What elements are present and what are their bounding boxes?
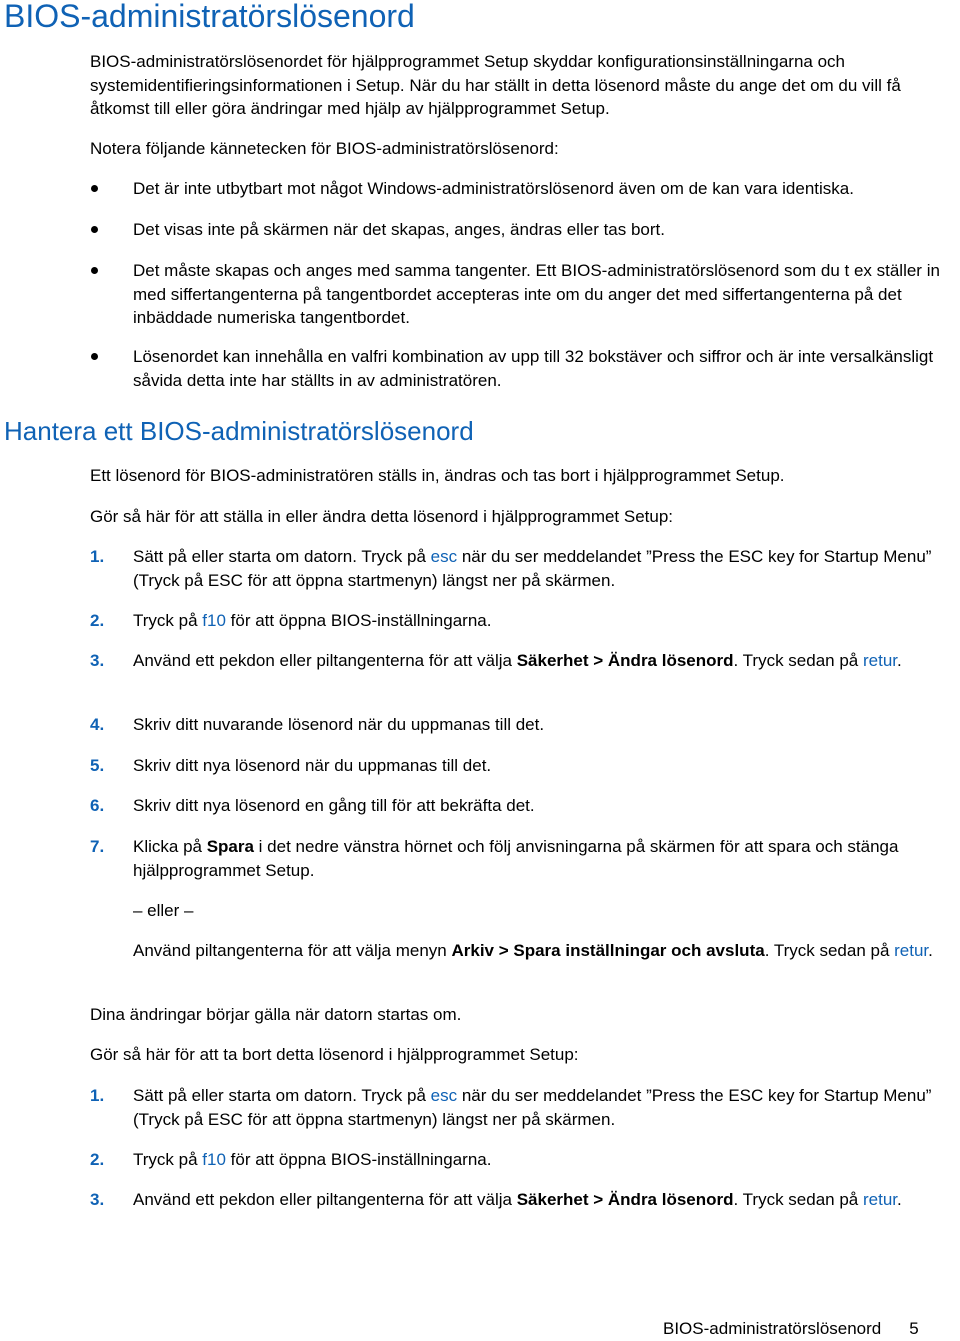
bullet-text: Det visas inte på skärmen när det skapas, anges, ändras eller tas bort. [133, 220, 665, 239]
paragraph: Gör så här för att ställa in eller ändra detta lösenord i hjälpprogrammet Setup: [90, 507, 674, 526]
bullet-item [90, 345, 958, 392]
bullet-icon [91, 185, 98, 192]
bullet-text: Det är inte utbytbart mot något Windows-administratörslösenord även om de kan vara identiska. [133, 179, 854, 198]
or-text: – eller – [133, 901, 194, 920]
paragraph: Dina ändringar börjar gälla när datorn startas om. [90, 1005, 462, 1024]
key-retur: retur [894, 941, 929, 960]
step-text: Använd ett pekdon eller piltangenterna för att välja Säkerhet > Ändra lösenord. Tryck sedan på retur. [133, 651, 902, 670]
page-title: BIOS-administratörslösenord [4, 0, 415, 34]
step-item [90, 713, 958, 737]
bullet-item [90, 218, 958, 242]
step-number: 4. [90, 715, 105, 734]
bullet-text: Det måste skapas och anges med samma tangenter. Ett BIOS-administratörslösenord som du t ex ställer in med siffertangenterna på tangentbordet accepteras inte om du anger det med siffertangenterna på det inbäddade numeriska tangentbordet. [133, 261, 940, 327]
step-number: 3. [90, 1190, 105, 1209]
step-number: 1. [90, 1086, 105, 1105]
key-retur: retur [862, 1190, 898, 1209]
step-item [90, 649, 958, 673]
bullet-icon [91, 353, 98, 360]
bullet-icon [91, 226, 98, 233]
bullet-item [90, 177, 958, 201]
key-esc: esc [430, 1086, 458, 1105]
step-number: 3. [90, 651, 105, 670]
key-retur: retur [862, 651, 898, 670]
section-heading: Hantera ett BIOS-administratörslösenord [4, 416, 474, 446]
footer-title: BIOS-administratörslösenord [663, 1319, 882, 1338]
step-item [90, 1148, 958, 1172]
step-item [90, 1188, 958, 1212]
step-item [90, 545, 958, 592]
alternative-step [90, 939, 958, 963]
key-f10: f10 [202, 1150, 226, 1169]
step-text: Skriv ditt nya lösenord när du uppmanas till det. [133, 756, 492, 775]
paragraph: Ett lösenord för BIOS-administratören ställs in, ändras och tas bort i hjälpprogrammet Setup. [90, 466, 785, 485]
step-text: Tryck på f10 för att öppna BIOS-inställningarna. [133, 611, 492, 630]
step-text: Klicka på Spara i det nedre vänstra hörnet och följ anvisningarna på skärmen för att spara och stänga hjälpprogrammet Setup. [133, 837, 899, 880]
step-item [90, 754, 958, 778]
paragraph: Gör så här för att ta bort detta lösenord i hjälpprogrammet Setup: [90, 1045, 579, 1064]
bullet-icon [91, 267, 98, 274]
key-f10: f10 [202, 611, 226, 630]
step-number: 2. [90, 1150, 105, 1169]
step-item [90, 835, 958, 882]
note-paragraph: Notera följande kännetecken för BIOS-administratörslösenord: [90, 139, 559, 158]
step-number: 7. [90, 837, 105, 856]
step-text: Sätt på eller starta om datorn. Tryck på esc när du ser meddelandet ”Press the ESC key for Startup Menu” (Tryck på ESC för att öppna startmenyn) längst ner på skärmen. [133, 1086, 932, 1129]
step-text: Tryck på f10 för att öppna BIOS-inställningarna. [133, 1150, 492, 1169]
page-number: 5 [909, 1319, 919, 1338]
step-text: Använd ett pekdon eller piltangenterna för att välja Säkerhet > Ändra lösenord. Tryck sedan på retur. [133, 1190, 902, 1209]
step-item [90, 609, 958, 633]
step-text: Använd piltangenterna för att välja menyn Arkiv > Spara inställningar och avsluta. Tryck sedan på retur. [133, 941, 933, 960]
bullet-text: Lösenordet kan innehålla en valfri kombination av upp till 32 bokstäver och siffror och är inte versalkänsligt såvida detta inte har ställts in av administratören. [133, 347, 934, 390]
step-item [90, 1084, 958, 1131]
step-text: Sätt på eller starta om datorn. Tryck på esc när du ser meddelandet ”Press the ESC key for Startup Menu” (Tryck på ESC för att öppna startmenyn) längst ner på skärmen. [133, 547, 932, 590]
step-text: Skriv ditt nya lösenord en gång till för att bekräfta det. [133, 796, 535, 815]
intro-paragraph: BIOS-administratörslösenordet för hjälpprogrammet Setup skyddar konfigurationsinställningarna och systemidentifieringsinformationen i Setup. När du har ställt in detta lösenord måste du ange det om du vill få åtkomst till eller göra ändringar med hjälp av hjälpprogrammet Setup. [90, 52, 901, 118]
page-footer [663, 1317, 919, 1341]
step-text: Skriv ditt nuvarande lösenord när du uppmanas till det. [133, 715, 545, 734]
step-number: 1. [90, 547, 105, 566]
bullet-item [90, 259, 958, 330]
step-number: 2. [90, 611, 105, 630]
step-number: 6. [90, 796, 105, 815]
step-number: 5. [90, 756, 105, 775]
or-separator [90, 899, 958, 923]
key-esc: esc [430, 547, 458, 566]
step-item [90, 794, 958, 818]
